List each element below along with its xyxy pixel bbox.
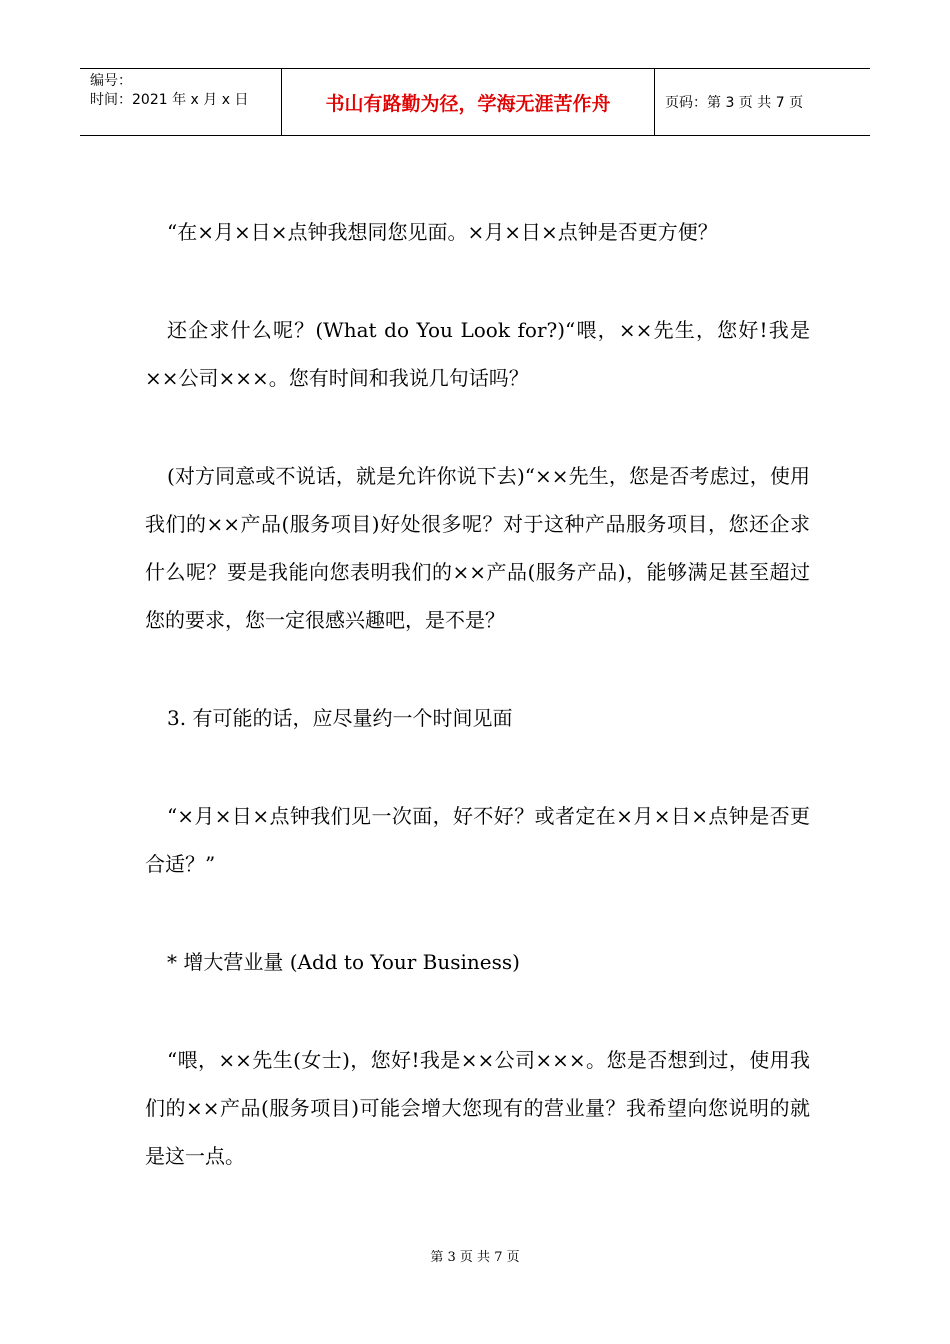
document-date-label: 时间：2021 年 x 月 x 日 bbox=[90, 92, 249, 108]
page-footer: 第 3 页 共 7 页 bbox=[430, 1250, 520, 1265]
header-motto: 书山有路勤为径，学海无涯苦作舟 bbox=[282, 69, 655, 135]
header-page-info: 页码：第 3 页 共 7 页 bbox=[665, 95, 804, 111]
page-header bbox=[80, 68, 870, 136]
paragraph: “喂，××先生(女士)，您好!我是××公司×××。您是否想到过，使用我们的××产品(服务项目)可能会增大您现有的营业量？我希望向您说明的就是这一点。 bbox=[145, 1048, 810, 1168]
section-heading: 3. 有可能的话，应尽量约一个时间见面 bbox=[167, 706, 513, 730]
paragraph: “×月×日×点钟我们见一次面，好不好？或者定在×月×日×点钟是否更合适？” bbox=[145, 804, 810, 876]
paragraph: (对方同意或不说话，就是允许你说下去)“××先生，您是否考虑过，使用我们的××产品(服务项目)好处很多呢？对于这种产品服务项目，您还企求什么呢？要是我能向您表明我们的××产品(服务产品)，能够满足甚至超过您的要求，您一定很感兴趣吧，是不是？ bbox=[145, 464, 810, 632]
paragraph: 还企求什么呢？(What do You Look for?)“喂，××先生，您好!我是××公司×××。您有时间和我说几句话吗？ bbox=[145, 318, 810, 390]
section-heading: * 增大营业量 (Add to Your Business) bbox=[167, 950, 520, 974]
document-body bbox=[145, 208, 810, 1180]
paragraph: “在×月×日×点钟我想同您见面。×月×日×点钟是否更方便？ bbox=[167, 220, 718, 244]
header-meta bbox=[80, 69, 282, 135]
document-number-label: 编号： bbox=[90, 73, 132, 89]
